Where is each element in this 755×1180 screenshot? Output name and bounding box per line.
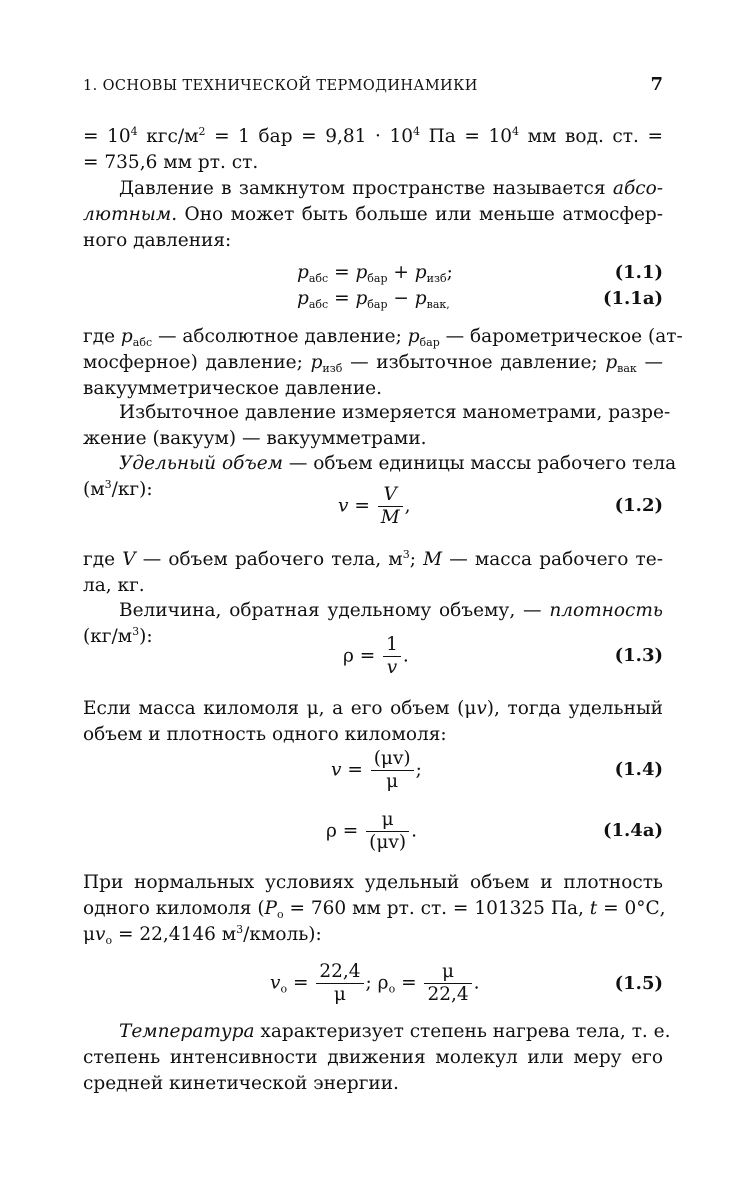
text-line: степень интенсивности движения молекул или меру его [83, 1047, 663, 1068]
text-line: $(кг/м^3)$: [83, 625, 153, 647]
text-line: Удельный объем — объем единицы массы рабочего тела [119, 453, 677, 474]
equation-1-3 [83, 634, 663, 684]
text-line: мосферное) давление; $p_{изб}$ — избыточное давление; $p_{вак}$ — [83, 352, 664, 375]
paragraph-units [83, 124, 663, 176]
equation-number: (1.4a) [602, 820, 663, 841]
fraction: $\frac{(\mu v)}{\mu}$ [371, 748, 414, 793]
paragraph-absolute-pressure [83, 176, 663, 254]
paragraph-gauges [83, 400, 671, 452]
equation-number: (1.2) [614, 495, 663, 516]
equation-number: (1.3) [614, 645, 663, 666]
text-line: лютным. Оно может быть больше или меньше атмосфер- [83, 204, 663, 225]
equation-1-4a [83, 809, 663, 859]
text-line: ного давления: [83, 230, 232, 251]
formula: v = $\frac{(\mu v)}{\mu}$ ; [331, 748, 422, 792]
paragraph-normal-conditions [83, 870, 666, 948]
formula: ρ = $\frac{1}{v}$ . [343, 634, 409, 678]
fraction: $\frac{\mu}{(\mu v)}$ [366, 809, 409, 854]
paragraph-where-v [83, 547, 663, 599]
text-line: $(м^3/кг)$: [83, 478, 153, 500]
formula: $v_o$ = $\frac{22,4}{\mu}$ ; $\rho_o$ = $\frac{\mu}{22,4}$ . [270, 961, 480, 1005]
text-line: средней кинетической энергии. [83, 1073, 399, 1094]
running-header [83, 74, 663, 98]
formula: ρ = $\frac{\mu}{(\mu v)}$ . [326, 809, 417, 853]
text-line: где V — объем рабочего тела, $м^3$; M — масса рабочего те- [83, 548, 663, 570]
formula: $p_{абс} = p_{бар} - p_{вак,}$ [297, 288, 450, 311]
text-line: жение (вакуум) — вакуумметрами. [83, 428, 427, 449]
equation-1-1a [83, 288, 663, 318]
text-line: Если масса киломоля μ, а его объем (μv), тогда удельный [83, 698, 663, 719]
equation-1-4 [83, 748, 663, 798]
equation-number: (1.5) [614, 973, 663, 994]
fraction: $\frac{22,4}{\mu}$ [316, 961, 363, 1006]
text-line: Температура характеризует степень нагрева тела, т. е. [119, 1021, 671, 1042]
text-line: где $p_{абс}$ — абсолютное давление; $p_{бар}$ — барометрическое (ат- [83, 326, 683, 349]
text-line: Давление в замкнутом пространстве называется абсо- [119, 178, 663, 199]
text-line: = 735,6 мм рт. ст. [83, 152, 259, 173]
text-line: ла, кг. [83, 575, 145, 596]
equation-1-2 [83, 484, 663, 534]
formula: v = $\frac{V}{M}$ , [338, 484, 411, 528]
paragraph-definitions [83, 324, 683, 402]
text-line: $\mu v_o = 22,4146$ $м^3/кмоль$): [83, 923, 322, 947]
fraction: $\frac{1}{v}$ [383, 634, 401, 679]
text-line: объем и плотность одного киломоля: [83, 724, 447, 745]
fraction: $\frac{\mu}{22,4}$ [424, 961, 471, 1006]
fraction: $\frac{V}{M}$ [378, 484, 403, 529]
equation-number: (1.1a) [602, 288, 663, 309]
text-line: Избыточное давление измеряется манометрами, разре- [119, 402, 671, 423]
text-line: = $10^4$ кгс/$м^2 = 1$ бар = $9,81 \cdot 10^4$ Па = $10^4$ мм вод. ст. = [83, 125, 664, 147]
text-line: вакуумметрическое давление. [83, 378, 383, 399]
text-line: Величина, обратная удельному объему, — плотность [119, 600, 663, 621]
equation-number: (1.4) [614, 759, 663, 780]
equation-number: (1.1) [614, 262, 663, 283]
equation-1-5 [83, 961, 663, 1013]
paragraph-kilomole [83, 696, 663, 748]
page-number: 7 [650, 74, 663, 95]
text-line: одного киломоля ($P_o = 760$ мм рт. ст. = 101325 Па, t = 0°С, [83, 898, 666, 921]
text-line: При нормальных условиях удельный объем и плотность [83, 872, 663, 893]
running-title: 1. ОСНОВЫ ТЕХНИЧЕСКОЙ ТЕРМОДИНАМИКИ [83, 78, 478, 94]
paragraph-temperature [83, 1019, 671, 1097]
formula: $p_{абс} = p_{бар} + p_{изб}$; [297, 262, 453, 285]
